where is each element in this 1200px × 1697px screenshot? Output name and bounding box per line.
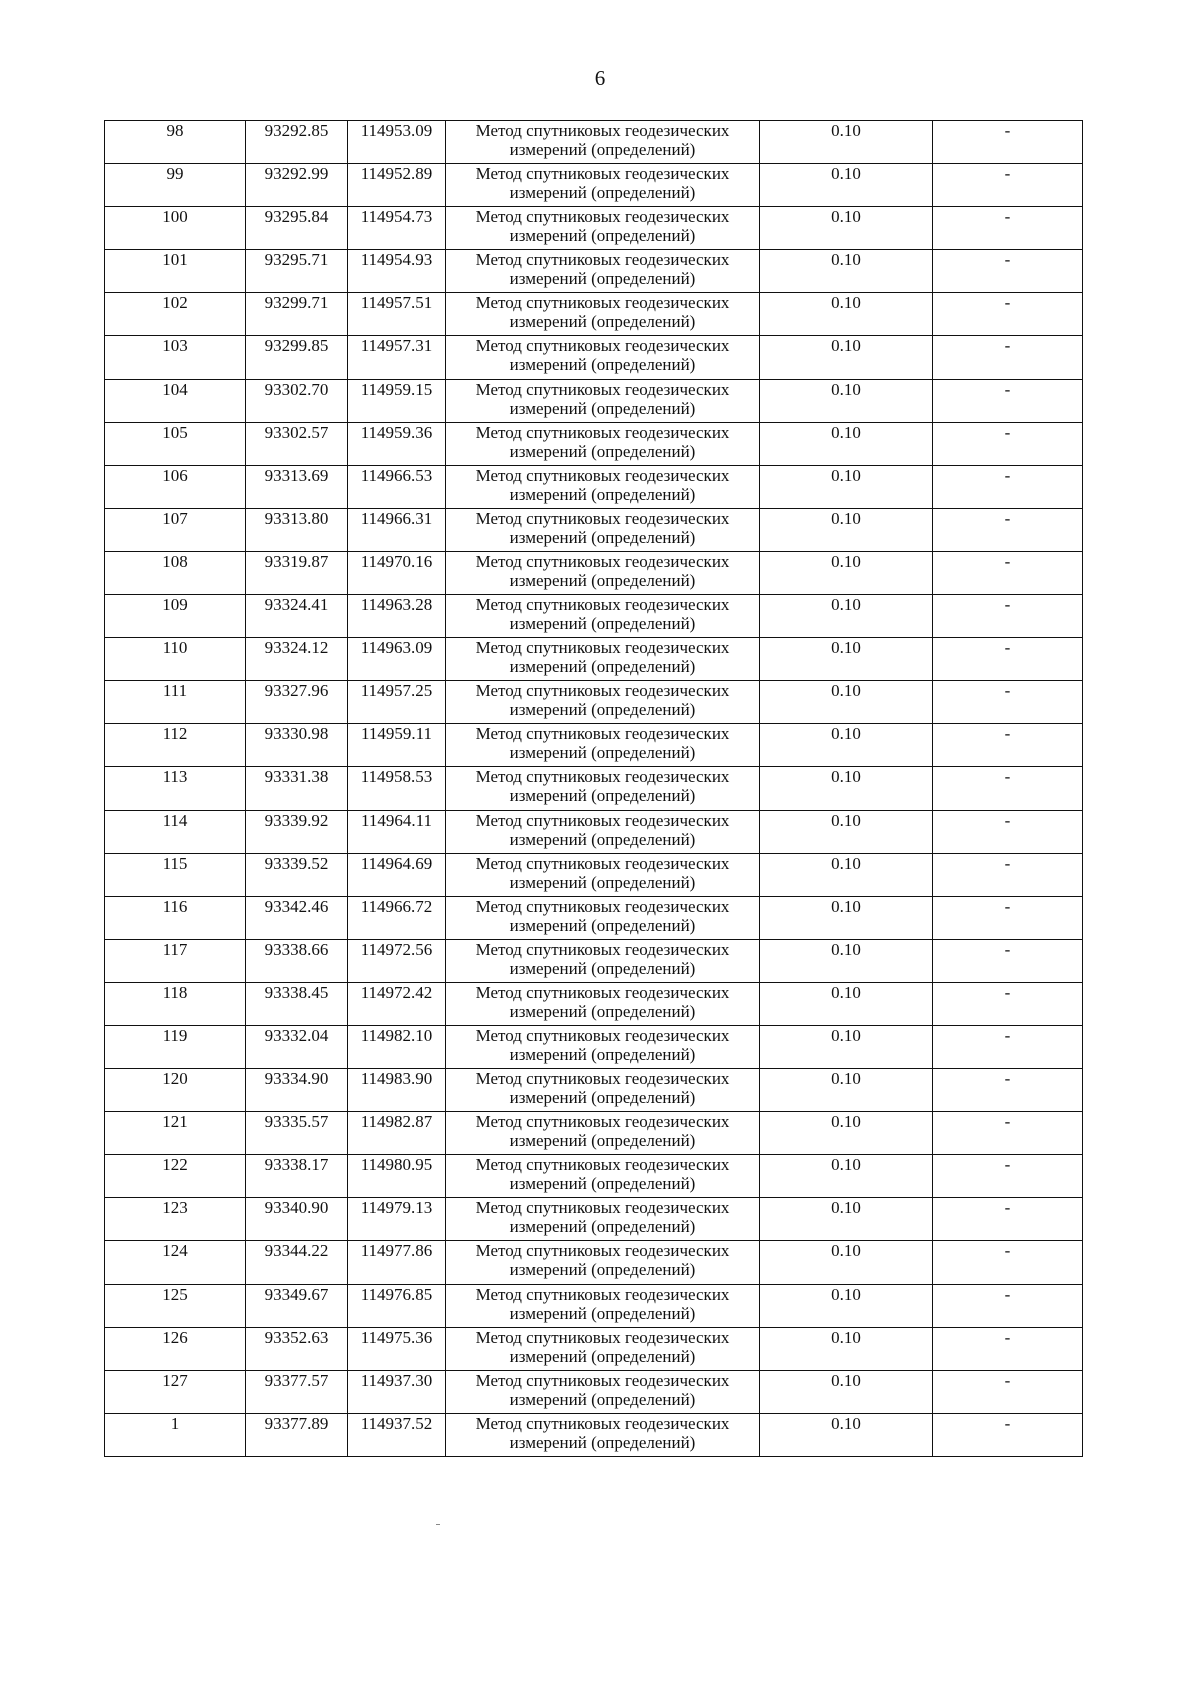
method-cell: Метод спутниковых геодезических измерений (определений) xyxy=(446,1284,760,1327)
point-number-cell: 102 xyxy=(105,293,246,336)
table-row xyxy=(105,638,1083,681)
x-coordinate-cell: 93344.22 xyxy=(246,1241,348,1284)
method-cell: Метод спутниковых геодезических измерений (определений) xyxy=(446,293,760,336)
extra-cell: - xyxy=(933,1069,1083,1112)
y-coordinate-cell: 114970.16 xyxy=(348,551,446,594)
table-row xyxy=(105,767,1083,810)
table-row xyxy=(105,422,1083,465)
method-cell: Метод спутниковых геодезических измерений (определений) xyxy=(446,1198,760,1241)
point-number-cell: 110 xyxy=(105,638,246,681)
extra-cell: - xyxy=(933,250,1083,293)
accuracy-cell: 0.10 xyxy=(760,207,933,250)
table-row xyxy=(105,1327,1083,1370)
x-coordinate-cell: 93338.45 xyxy=(246,982,348,1025)
x-coordinate-cell: 93338.66 xyxy=(246,939,348,982)
point-number-cell: 115 xyxy=(105,853,246,896)
extra-cell: - xyxy=(933,1413,1083,1456)
accuracy-cell: 0.10 xyxy=(760,1069,933,1112)
method-cell: Метод спутниковых геодезических измерений (определений) xyxy=(446,1370,760,1413)
y-coordinate-cell: 114982.10 xyxy=(348,1025,446,1068)
table-row xyxy=(105,508,1083,551)
y-coordinate-cell: 114964.11 xyxy=(348,810,446,853)
point-number-cell: 113 xyxy=(105,767,246,810)
extra-cell: - xyxy=(933,422,1083,465)
accuracy-cell: 0.10 xyxy=(760,1112,933,1155)
point-number-cell: 125 xyxy=(105,1284,246,1327)
extra-cell: - xyxy=(933,595,1083,638)
scan-speck xyxy=(436,1524,440,1525)
method-cell: Метод спутниковых геодезических измерений (определений) xyxy=(446,207,760,250)
accuracy-cell: 0.10 xyxy=(760,164,933,207)
table-row xyxy=(105,982,1083,1025)
method-cell: Метод спутниковых геодезических измерений (определений) xyxy=(446,1069,760,1112)
method-cell: Метод спутниковых геодезических измерений (определений) xyxy=(446,1241,760,1284)
accuracy-cell: 0.10 xyxy=(760,551,933,594)
x-coordinate-cell: 93324.12 xyxy=(246,638,348,681)
point-number-cell: 108 xyxy=(105,551,246,594)
method-cell: Метод спутниковых геодезических измерений (определений) xyxy=(446,465,760,508)
table-row xyxy=(105,1155,1083,1198)
y-coordinate-cell: 114966.72 xyxy=(348,896,446,939)
table-row xyxy=(105,896,1083,939)
x-coordinate-cell: 93295.84 xyxy=(246,207,348,250)
y-coordinate-cell: 114963.09 xyxy=(348,638,446,681)
point-number-cell: 104 xyxy=(105,379,246,422)
accuracy-cell: 0.10 xyxy=(760,379,933,422)
extra-cell: - xyxy=(933,1025,1083,1068)
accuracy-cell: 0.10 xyxy=(760,336,933,379)
y-coordinate-cell: 114964.69 xyxy=(348,853,446,896)
accuracy-cell: 0.10 xyxy=(760,1198,933,1241)
method-cell: Метод спутниковых геодезических измерений (определений) xyxy=(446,164,760,207)
point-number-cell: 100 xyxy=(105,207,246,250)
x-coordinate-cell: 93324.41 xyxy=(246,595,348,638)
extra-cell: - xyxy=(933,1241,1083,1284)
method-cell: Метод спутниковых геодезических измерений (определений) xyxy=(446,121,760,164)
x-coordinate-cell: 93319.87 xyxy=(246,551,348,594)
accuracy-cell: 0.10 xyxy=(760,250,933,293)
x-coordinate-cell: 93330.98 xyxy=(246,724,348,767)
extra-cell: - xyxy=(933,1370,1083,1413)
table-row xyxy=(105,1069,1083,1112)
table-row xyxy=(105,293,1083,336)
extra-cell: - xyxy=(933,1284,1083,1327)
extra-cell: - xyxy=(933,896,1083,939)
accuracy-cell: 0.10 xyxy=(760,939,933,982)
extra-cell: - xyxy=(933,810,1083,853)
accuracy-cell: 0.10 xyxy=(760,724,933,767)
accuracy-cell: 0.10 xyxy=(760,1413,933,1456)
accuracy-cell: 0.10 xyxy=(760,1284,933,1327)
extra-cell: - xyxy=(933,207,1083,250)
extra-cell: - xyxy=(933,853,1083,896)
x-coordinate-cell: 93299.85 xyxy=(246,336,348,379)
table-row xyxy=(105,1198,1083,1241)
extra-cell: - xyxy=(933,551,1083,594)
accuracy-cell: 0.10 xyxy=(760,465,933,508)
accuracy-cell: 0.10 xyxy=(760,1155,933,1198)
method-cell: Метод спутниковых геодезических измерений (определений) xyxy=(446,982,760,1025)
coordinates-table xyxy=(104,120,1083,1457)
method-cell: Метод спутниковых геодезических измерений (определений) xyxy=(446,508,760,551)
table-row xyxy=(105,551,1083,594)
point-number-cell: 114 xyxy=(105,810,246,853)
extra-cell: - xyxy=(933,1327,1083,1370)
extra-cell: - xyxy=(933,681,1083,724)
extra-cell: - xyxy=(933,336,1083,379)
point-number-cell: 120 xyxy=(105,1069,246,1112)
point-number-cell: 116 xyxy=(105,896,246,939)
method-cell: Метод спутниковых геодезических измерений (определений) xyxy=(446,724,760,767)
y-coordinate-cell: 114977.86 xyxy=(348,1241,446,1284)
method-cell: Метод спутниковых геодезических измерений (определений) xyxy=(446,1413,760,1456)
page-number: 6 xyxy=(594,66,606,90)
y-coordinate-cell: 114953.09 xyxy=(348,121,446,164)
x-coordinate-cell: 93302.70 xyxy=(246,379,348,422)
point-number-cell: 112 xyxy=(105,724,246,767)
point-number-cell: 123 xyxy=(105,1198,246,1241)
point-number-cell: 119 xyxy=(105,1025,246,1068)
table-row xyxy=(105,681,1083,724)
method-cell: Метод спутниковых геодезических измерений (определений) xyxy=(446,681,760,724)
method-cell: Метод спутниковых геодезических измерений (определений) xyxy=(446,896,760,939)
extra-cell: - xyxy=(933,379,1083,422)
x-coordinate-cell: 93349.67 xyxy=(246,1284,348,1327)
extra-cell: - xyxy=(933,508,1083,551)
accuracy-cell: 0.10 xyxy=(760,293,933,336)
point-number-cell: 117 xyxy=(105,939,246,982)
method-cell: Метод спутниковых геодезических измерений (определений) xyxy=(446,638,760,681)
point-number-cell: 103 xyxy=(105,336,246,379)
extra-cell: - xyxy=(933,1198,1083,1241)
y-coordinate-cell: 114972.56 xyxy=(348,939,446,982)
accuracy-cell: 0.10 xyxy=(760,1370,933,1413)
table-row xyxy=(105,853,1083,896)
y-coordinate-cell: 114959.15 xyxy=(348,379,446,422)
y-coordinate-cell: 114952.89 xyxy=(348,164,446,207)
y-coordinate-cell: 114954.73 xyxy=(348,207,446,250)
y-coordinate-cell: 114959.36 xyxy=(348,422,446,465)
table-row xyxy=(105,595,1083,638)
x-coordinate-cell: 93377.57 xyxy=(246,1370,348,1413)
point-number-cell: 122 xyxy=(105,1155,246,1198)
y-coordinate-cell: 114979.13 xyxy=(348,1198,446,1241)
method-cell: Метод спутниковых геодезических измерений (определений) xyxy=(446,250,760,293)
x-coordinate-cell: 93332.04 xyxy=(246,1025,348,1068)
accuracy-cell: 0.10 xyxy=(760,681,933,724)
point-number-cell: 101 xyxy=(105,250,246,293)
method-cell: Метод спутниковых геодезических измерений (определений) xyxy=(446,595,760,638)
x-coordinate-cell: 93339.52 xyxy=(246,853,348,896)
x-coordinate-cell: 93299.71 xyxy=(246,293,348,336)
table-row xyxy=(105,1241,1083,1284)
point-number-cell: 105 xyxy=(105,422,246,465)
table-row xyxy=(105,1025,1083,1068)
y-coordinate-cell: 114972.42 xyxy=(348,982,446,1025)
accuracy-cell: 0.10 xyxy=(760,595,933,638)
method-cell: Метод спутниковых геодезических измерений (определений) xyxy=(446,853,760,896)
method-cell: Метод спутниковых геодезических измерений (определений) xyxy=(446,939,760,982)
x-coordinate-cell: 93352.63 xyxy=(246,1327,348,1370)
accuracy-cell: 0.10 xyxy=(760,810,933,853)
point-number-cell: 99 xyxy=(105,164,246,207)
table-row xyxy=(105,1112,1083,1155)
x-coordinate-cell: 93331.38 xyxy=(246,767,348,810)
accuracy-cell: 0.10 xyxy=(760,508,933,551)
y-coordinate-cell: 114963.28 xyxy=(348,595,446,638)
extra-cell: - xyxy=(933,638,1083,681)
table-row xyxy=(105,1370,1083,1413)
table-row xyxy=(105,724,1083,767)
point-number-cell: 121 xyxy=(105,1112,246,1155)
table-row xyxy=(105,250,1083,293)
extra-cell: - xyxy=(933,293,1083,336)
table-row xyxy=(105,121,1083,164)
x-coordinate-cell: 93295.71 xyxy=(246,250,348,293)
point-number-cell: 111 xyxy=(105,681,246,724)
extra-cell: - xyxy=(933,121,1083,164)
table-row xyxy=(105,939,1083,982)
x-coordinate-cell: 93292.85 xyxy=(246,121,348,164)
y-coordinate-cell: 114937.52 xyxy=(348,1413,446,1456)
accuracy-cell: 0.10 xyxy=(760,896,933,939)
y-coordinate-cell: 114975.36 xyxy=(348,1327,446,1370)
method-cell: Метод спутниковых геодезических измерений (определений) xyxy=(446,336,760,379)
table-row xyxy=(105,379,1083,422)
table-row xyxy=(105,1284,1083,1327)
method-cell: Метод спутниковых геодезических измерений (определений) xyxy=(446,1112,760,1155)
extra-cell: - xyxy=(933,724,1083,767)
point-number-cell: 124 xyxy=(105,1241,246,1284)
point-number-cell: 127 xyxy=(105,1370,246,1413)
point-number-cell: 1 xyxy=(105,1413,246,1456)
table-row xyxy=(105,810,1083,853)
y-coordinate-cell: 114966.53 xyxy=(348,465,446,508)
accuracy-cell: 0.10 xyxy=(760,1327,933,1370)
y-coordinate-cell: 114983.90 xyxy=(348,1069,446,1112)
y-coordinate-cell: 114937.30 xyxy=(348,1370,446,1413)
y-coordinate-cell: 114957.25 xyxy=(348,681,446,724)
y-coordinate-cell: 114966.31 xyxy=(348,508,446,551)
method-cell: Метод спутниковых геодезических измерений (определений) xyxy=(446,379,760,422)
point-number-cell: 109 xyxy=(105,595,246,638)
x-coordinate-cell: 93327.96 xyxy=(246,681,348,724)
extra-cell: - xyxy=(933,982,1083,1025)
x-coordinate-cell: 93335.57 xyxy=(246,1112,348,1155)
y-coordinate-cell: 114958.53 xyxy=(348,767,446,810)
point-number-cell: 126 xyxy=(105,1327,246,1370)
table-row xyxy=(105,336,1083,379)
accuracy-cell: 0.10 xyxy=(760,853,933,896)
x-coordinate-cell: 93313.69 xyxy=(246,465,348,508)
x-coordinate-cell: 93313.80 xyxy=(246,508,348,551)
extra-cell: - xyxy=(933,465,1083,508)
accuracy-cell: 0.10 xyxy=(760,982,933,1025)
y-coordinate-cell: 114976.85 xyxy=(348,1284,446,1327)
x-coordinate-cell: 93302.57 xyxy=(246,422,348,465)
accuracy-cell: 0.10 xyxy=(760,638,933,681)
extra-cell: - xyxy=(933,1112,1083,1155)
y-coordinate-cell: 114954.93 xyxy=(348,250,446,293)
y-coordinate-cell: 114957.51 xyxy=(348,293,446,336)
y-coordinate-cell: 114959.11 xyxy=(348,724,446,767)
method-cell: Метод спутниковых геодезических измерений (определений) xyxy=(446,551,760,594)
y-coordinate-cell: 114980.95 xyxy=(348,1155,446,1198)
point-number-cell: 118 xyxy=(105,982,246,1025)
accuracy-cell: 0.10 xyxy=(760,767,933,810)
extra-cell: - xyxy=(933,767,1083,810)
x-coordinate-cell: 93334.90 xyxy=(246,1069,348,1112)
method-cell: Метод спутниковых геодезических измерений (определений) xyxy=(446,1025,760,1068)
method-cell: Метод спутниковых геодезических измерений (определений) xyxy=(446,767,760,810)
method-cell: Метод спутниковых геодезических измерений (определений) xyxy=(446,1155,760,1198)
method-cell: Метод спутниковых геодезических измерений (определений) xyxy=(446,810,760,853)
extra-cell: - xyxy=(933,1155,1083,1198)
y-coordinate-cell: 114957.31 xyxy=(348,336,446,379)
point-number-cell: 107 xyxy=(105,508,246,551)
point-number-cell: 106 xyxy=(105,465,246,508)
y-coordinate-cell: 114982.87 xyxy=(348,1112,446,1155)
table-row xyxy=(105,465,1083,508)
table-row xyxy=(105,207,1083,250)
accuracy-cell: 0.10 xyxy=(760,1241,933,1284)
accuracy-cell: 0.10 xyxy=(760,1025,933,1068)
accuracy-cell: 0.10 xyxy=(760,422,933,465)
x-coordinate-cell: 93340.90 xyxy=(246,1198,348,1241)
method-cell: Метод спутниковых геодезических измерений (определений) xyxy=(446,1327,760,1370)
x-coordinate-cell: 93292.99 xyxy=(246,164,348,207)
table-row xyxy=(105,1413,1083,1456)
x-coordinate-cell: 93377.89 xyxy=(246,1413,348,1456)
extra-cell: - xyxy=(933,939,1083,982)
accuracy-cell: 0.10 xyxy=(760,121,933,164)
method-cell: Метод спутниковых геодезических измерений (определений) xyxy=(446,422,760,465)
point-number-cell: 98 xyxy=(105,121,246,164)
x-coordinate-cell: 93338.17 xyxy=(246,1155,348,1198)
coordinates-table-body xyxy=(105,121,1083,1457)
x-coordinate-cell: 93342.46 xyxy=(246,896,348,939)
extra-cell: - xyxy=(933,164,1083,207)
table-row xyxy=(105,164,1083,207)
x-coordinate-cell: 93339.92 xyxy=(246,810,348,853)
